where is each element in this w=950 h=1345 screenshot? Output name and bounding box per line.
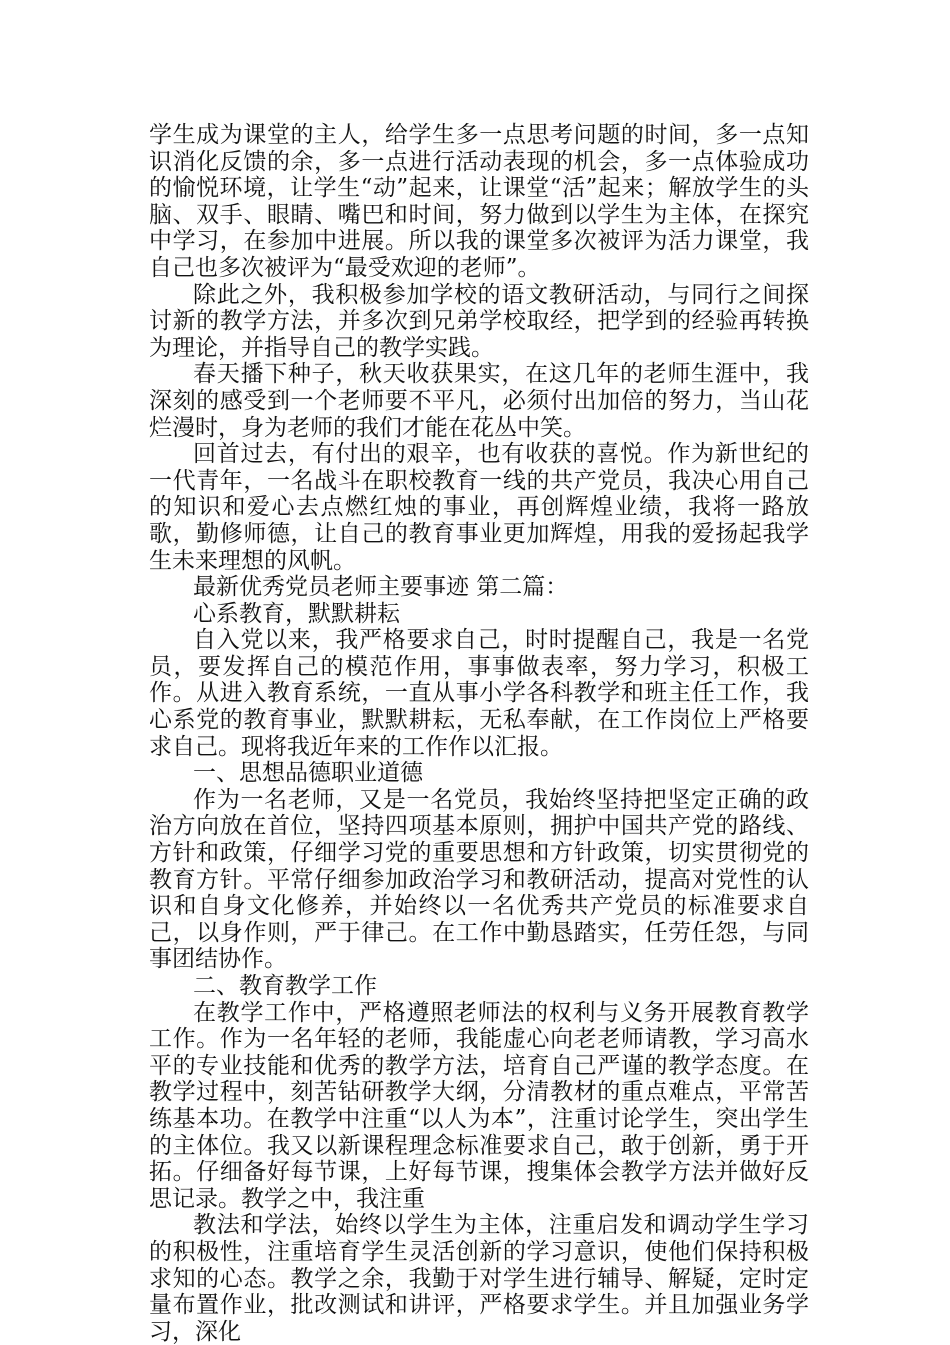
paragraph-5: 自入党以来，我严格要求自己，时时提醒自己，我是一名党员，要发挥自己的模范作用，事事做表率，努力学习，积极工作。从进入教育系统，一直从事小学各科教学和班主任工作，我心系党的教育事业，默默耕耘，无私奉献，在工作岗位上严格要求自己。现将我近年来的工作作以汇报。 bbox=[149, 627, 809, 760]
paragraph-4: 回首过去，有付出的艰辛，也有收获的喜悦。作为新世纪的一代青年，一名战斗在职校教育一线的共产党员，我决心用自己的知识和爱心去点燃红烛的事业，再创辉煌业绩，我将一路放歌，勤修师德，让自己的教育事业更加辉煌，用我的爱扬起我学生未来理想的风帆。 bbox=[149, 441, 809, 574]
document-body bbox=[149, 122, 809, 1345]
section-title: 最新优秀党员老师主要事迹 第二篇： bbox=[193, 574, 569, 601]
paragraph-2: 除此之外，我积极参加学校的语文教研活动，与同行之间探讨新的教学方法，并多次到兄弟学校取经，把学到的经验再转换为理论，并指导自己的教学实践。 bbox=[149, 281, 809, 361]
paragraph-7: 在教学工作中，严格遵照老师法的权利与义务开展教育教学工作。作为一名年轻的老师，我能虚心向老老师请教，学习高水平的专业技能和优秀的教学方法，培育自己严谨的教学态度。在教学过程中，刻苦钻研教学大纲，分清教材的重点难点，平常苦练基本功。在教学中注重“以人为本”，注重讨论学生，突出学生的主体位。我又以新课程理念标准要求自己，敢于创新，勇于开拓。仔细备好每节课，上好每节课，搜集体会教学方法并做好反思记录。教学之中，我注重 bbox=[149, 999, 809, 1212]
heading-1: 一、思想品德职业道德 bbox=[193, 760, 423, 787]
paragraph-8: 教法和学法，始终以学生为主体，注重启发和调动学生学习的积极性，注重培育学生灵活创新的学习意识，使他们保持积极求知的心态。教学之余，我勤于对学生进行辅导、解疑，定时定量布置作业，批改测试和讲评，严格要求学生。并且加强业务学习，深化 bbox=[149, 1212, 809, 1345]
paragraph-1: 学生成为课堂的主人，给学生多一点思考问题的时间，多一点知识消化反馈的余，多一点进行活动表现的机会，多一点体验成功的愉悦环境，让学生“动”起来，让课堂“活”起来；解放学生的头脑、双手、眼睛、嘴巴和时间，努力做到以学生为主体，在探究中学习，在参加中进展。所以我的课堂多次被评为活力课堂，我自己也多次被评为“最受欢迎的老师”。 bbox=[149, 122, 809, 281]
paragraph-3: 春天播下种子，秋天收获果实，在这几年的老师生涯中，我深刻的感受到一个老师要不平凡，必须付出加倍的努力，当山花烂漫时，身为老师的我们才能在花丛中笑。 bbox=[149, 361, 809, 441]
heading-2: 二、教育教学工作 bbox=[193, 973, 377, 999]
paragraph-6: 作为一名老师，又是一名党员，我始终坚持把坚定正确的政治方向放在首位，坚持四项基本原则，拥护中国共产党的路线、方针和政策，仔细学习党的重要思想和方针政策，切实贯彻党的教育方针。平常仔细参加政治学习和教研活动，提高对党性的认识和自身文化修养，并始终以一名优秀共产党员的标准要求自己，以身作则，严于律己。在工作中勤恳踏实，任劳任怨，与同事团结协作。 bbox=[149, 786, 809, 973]
section-subtitle: 心系教育，默默耕耘 bbox=[193, 600, 400, 627]
